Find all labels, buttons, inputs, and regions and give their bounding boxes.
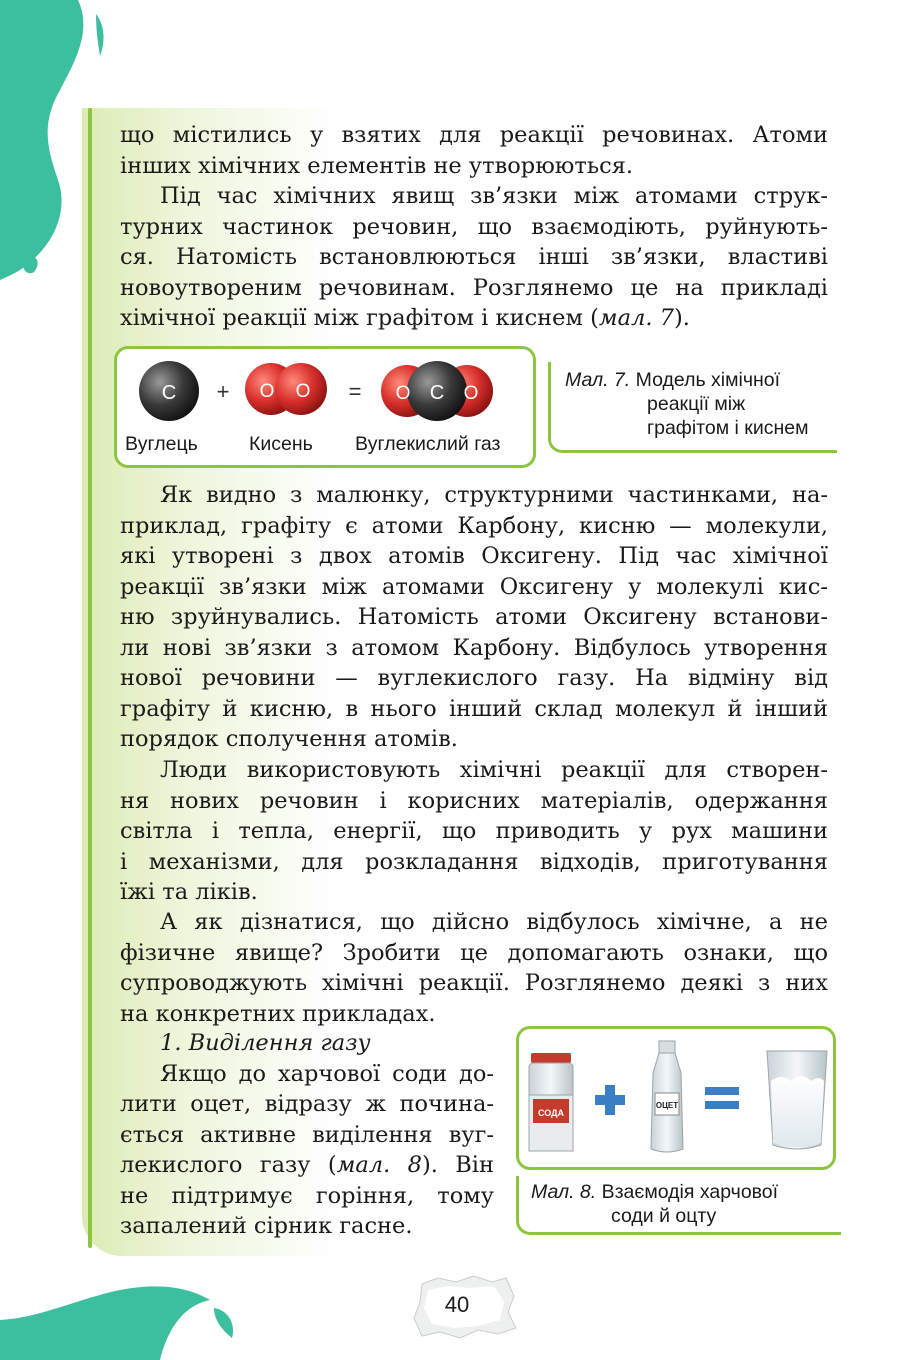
text-line: порядок сполучення атомів. <box>120 726 458 752</box>
text-line: ли нові зв’язки з атомом Карбону. Відбулось утворення <box>120 634 828 661</box>
atom-symbol-o: O <box>463 383 479 404</box>
text-line: лити оцет, відразу ж почина- <box>120 1091 494 1117</box>
vinegar-bottle <box>651 1041 683 1152</box>
text-line: не підтримує горіння, тому <box>120 1182 494 1209</box>
atom-symbol-o: O <box>395 383 411 404</box>
text-line: Під час хімічних явищ зв’язки між атомами струк- <box>160 183 828 209</box>
text-line: нової речовини — вуглекислого газу. На відміну від <box>120 665 828 691</box>
page-number: 40 <box>444 1292 470 1317</box>
atom-symbol-o: O <box>295 381 311 402</box>
text-line <box>120 1150 494 1181</box>
soda-label: СОДА <box>537 1108 565 1118</box>
text-line: приклад, графіту є атоми Карбону, кисню — молекули, <box>120 512 828 539</box>
paragraph-6 <box>120 1028 494 1242</box>
page-number-badge <box>412 1272 512 1342</box>
soda-vinegar-illustration <box>519 1029 833 1167</box>
atom-symbol-o: O <box>259 381 275 402</box>
caption-text: соди й оцту <box>611 1205 717 1227</box>
text-span: хімічної реакції між графітом і киснем ( <box>120 305 599 331</box>
text-line: Люди використовують хімічні реакції для створен- <box>160 757 828 783</box>
figure-7 <box>114 346 536 468</box>
text-line: Якщо до харчової соди до- <box>160 1060 494 1087</box>
caption-label: Мал. 7. <box>565 369 631 391</box>
paragraph-1 <box>120 120 828 181</box>
foaming-glass <box>767 1051 827 1149</box>
text-line: запалений сірник гасне. <box>120 1213 413 1239</box>
text-line: ня нових речовин і корисних матеріалів, одержання <box>120 787 828 814</box>
text-line: ню зруйнувались. Натомість атоми Оксигену встанови- <box>120 604 828 630</box>
decorative-teal-shape-bottom <box>0 1280 240 1360</box>
text-line: новоутвореним речовинам. Розглянемо це на прикладі <box>120 274 828 301</box>
caption-text: Модель хімічної <box>635 369 781 391</box>
text-line: супроводжують хімічні реакції. Розглянемо деякі з них <box>120 970 828 996</box>
text-line: фізичне явище? Зробити це допомагають ознаки, що <box>120 939 828 966</box>
plus-icon <box>595 1085 625 1115</box>
caption-text: графітом і киснем <box>647 417 809 439</box>
caption-text: Взаємодія харчової <box>601 1181 779 1203</box>
caption-label: Мал. 8. <box>531 1181 597 1203</box>
label-carbon: Вуглець <box>125 433 198 455</box>
equals-sign: = <box>348 379 362 404</box>
text-span: лекислого газу ( <box>120 1152 337 1178</box>
text-line: А як дізнатися, що дійсно відбулось хімічне, а не <box>160 909 828 935</box>
label-carbon-dioxide: Вуглекислий газ <box>355 433 501 455</box>
soda-jar <box>529 1053 573 1151</box>
equals-icon <box>705 1087 739 1109</box>
figure-reference: мал. 8 <box>336 1152 422 1178</box>
text-line: їжі та ліків. <box>120 879 258 905</box>
section-heading-text: 1. Виділення газу <box>160 1030 371 1056</box>
text-line: на конкретних прикладах. <box>120 1000 436 1027</box>
text-line: що містились у взятих для реакції речовинах. Атоми <box>120 122 828 148</box>
text-line: ється активне виділення вуг- <box>120 1121 494 1148</box>
plus-sign: + <box>216 379 230 404</box>
text-line: інших хімічних елементів не утворюються. <box>120 152 634 179</box>
text-line: Як видно з малюнку, структурними частинками, на- <box>160 482 828 508</box>
paragraph-5 <box>120 907 828 1029</box>
text-line: графіту й кисню, в нього інший склад молекул й інший <box>120 695 828 722</box>
section-heading <box>120 1028 494 1059</box>
atom-symbol-c: C <box>429 382 445 404</box>
text-line: і механізми, для розкладання відходів, приготування <box>120 848 828 875</box>
figure-8-caption <box>516 1176 841 1235</box>
vinegar-label: ОЦЕТ <box>655 1101 679 1110</box>
paragraph-2 <box>120 181 828 334</box>
figure-8 <box>516 1026 836 1170</box>
figure-7-caption <box>548 362 837 453</box>
text-line: які утворені з двох атомів Оксигену. Під час хімічної <box>120 543 828 569</box>
figure-reference: мал. 7 <box>598 305 674 331</box>
text-line: турних частинок речовин, що взаємодіють, руйнують- <box>120 213 828 240</box>
text-span: ). <box>673 305 690 331</box>
caption-text: реакції між <box>647 393 746 415</box>
paragraph-4 <box>120 755 828 908</box>
atom-symbol-c: C <box>161 382 177 404</box>
paragraph-3 <box>120 480 828 755</box>
text-span: ). Він <box>421 1152 494 1178</box>
panel-edge <box>88 108 92 1248</box>
label-oxygen: Кисень <box>249 433 313 455</box>
text-line: світла і тепла, енергії, що приводить у рух машини <box>120 818 828 844</box>
text-line: реакції зв’язки між атомами Оксигену у молекулі кис- <box>120 573 828 600</box>
text-line: ся. Натомість встановлюються інші зв’язки, властиві <box>120 244 828 270</box>
text-line <box>120 303 828 334</box>
